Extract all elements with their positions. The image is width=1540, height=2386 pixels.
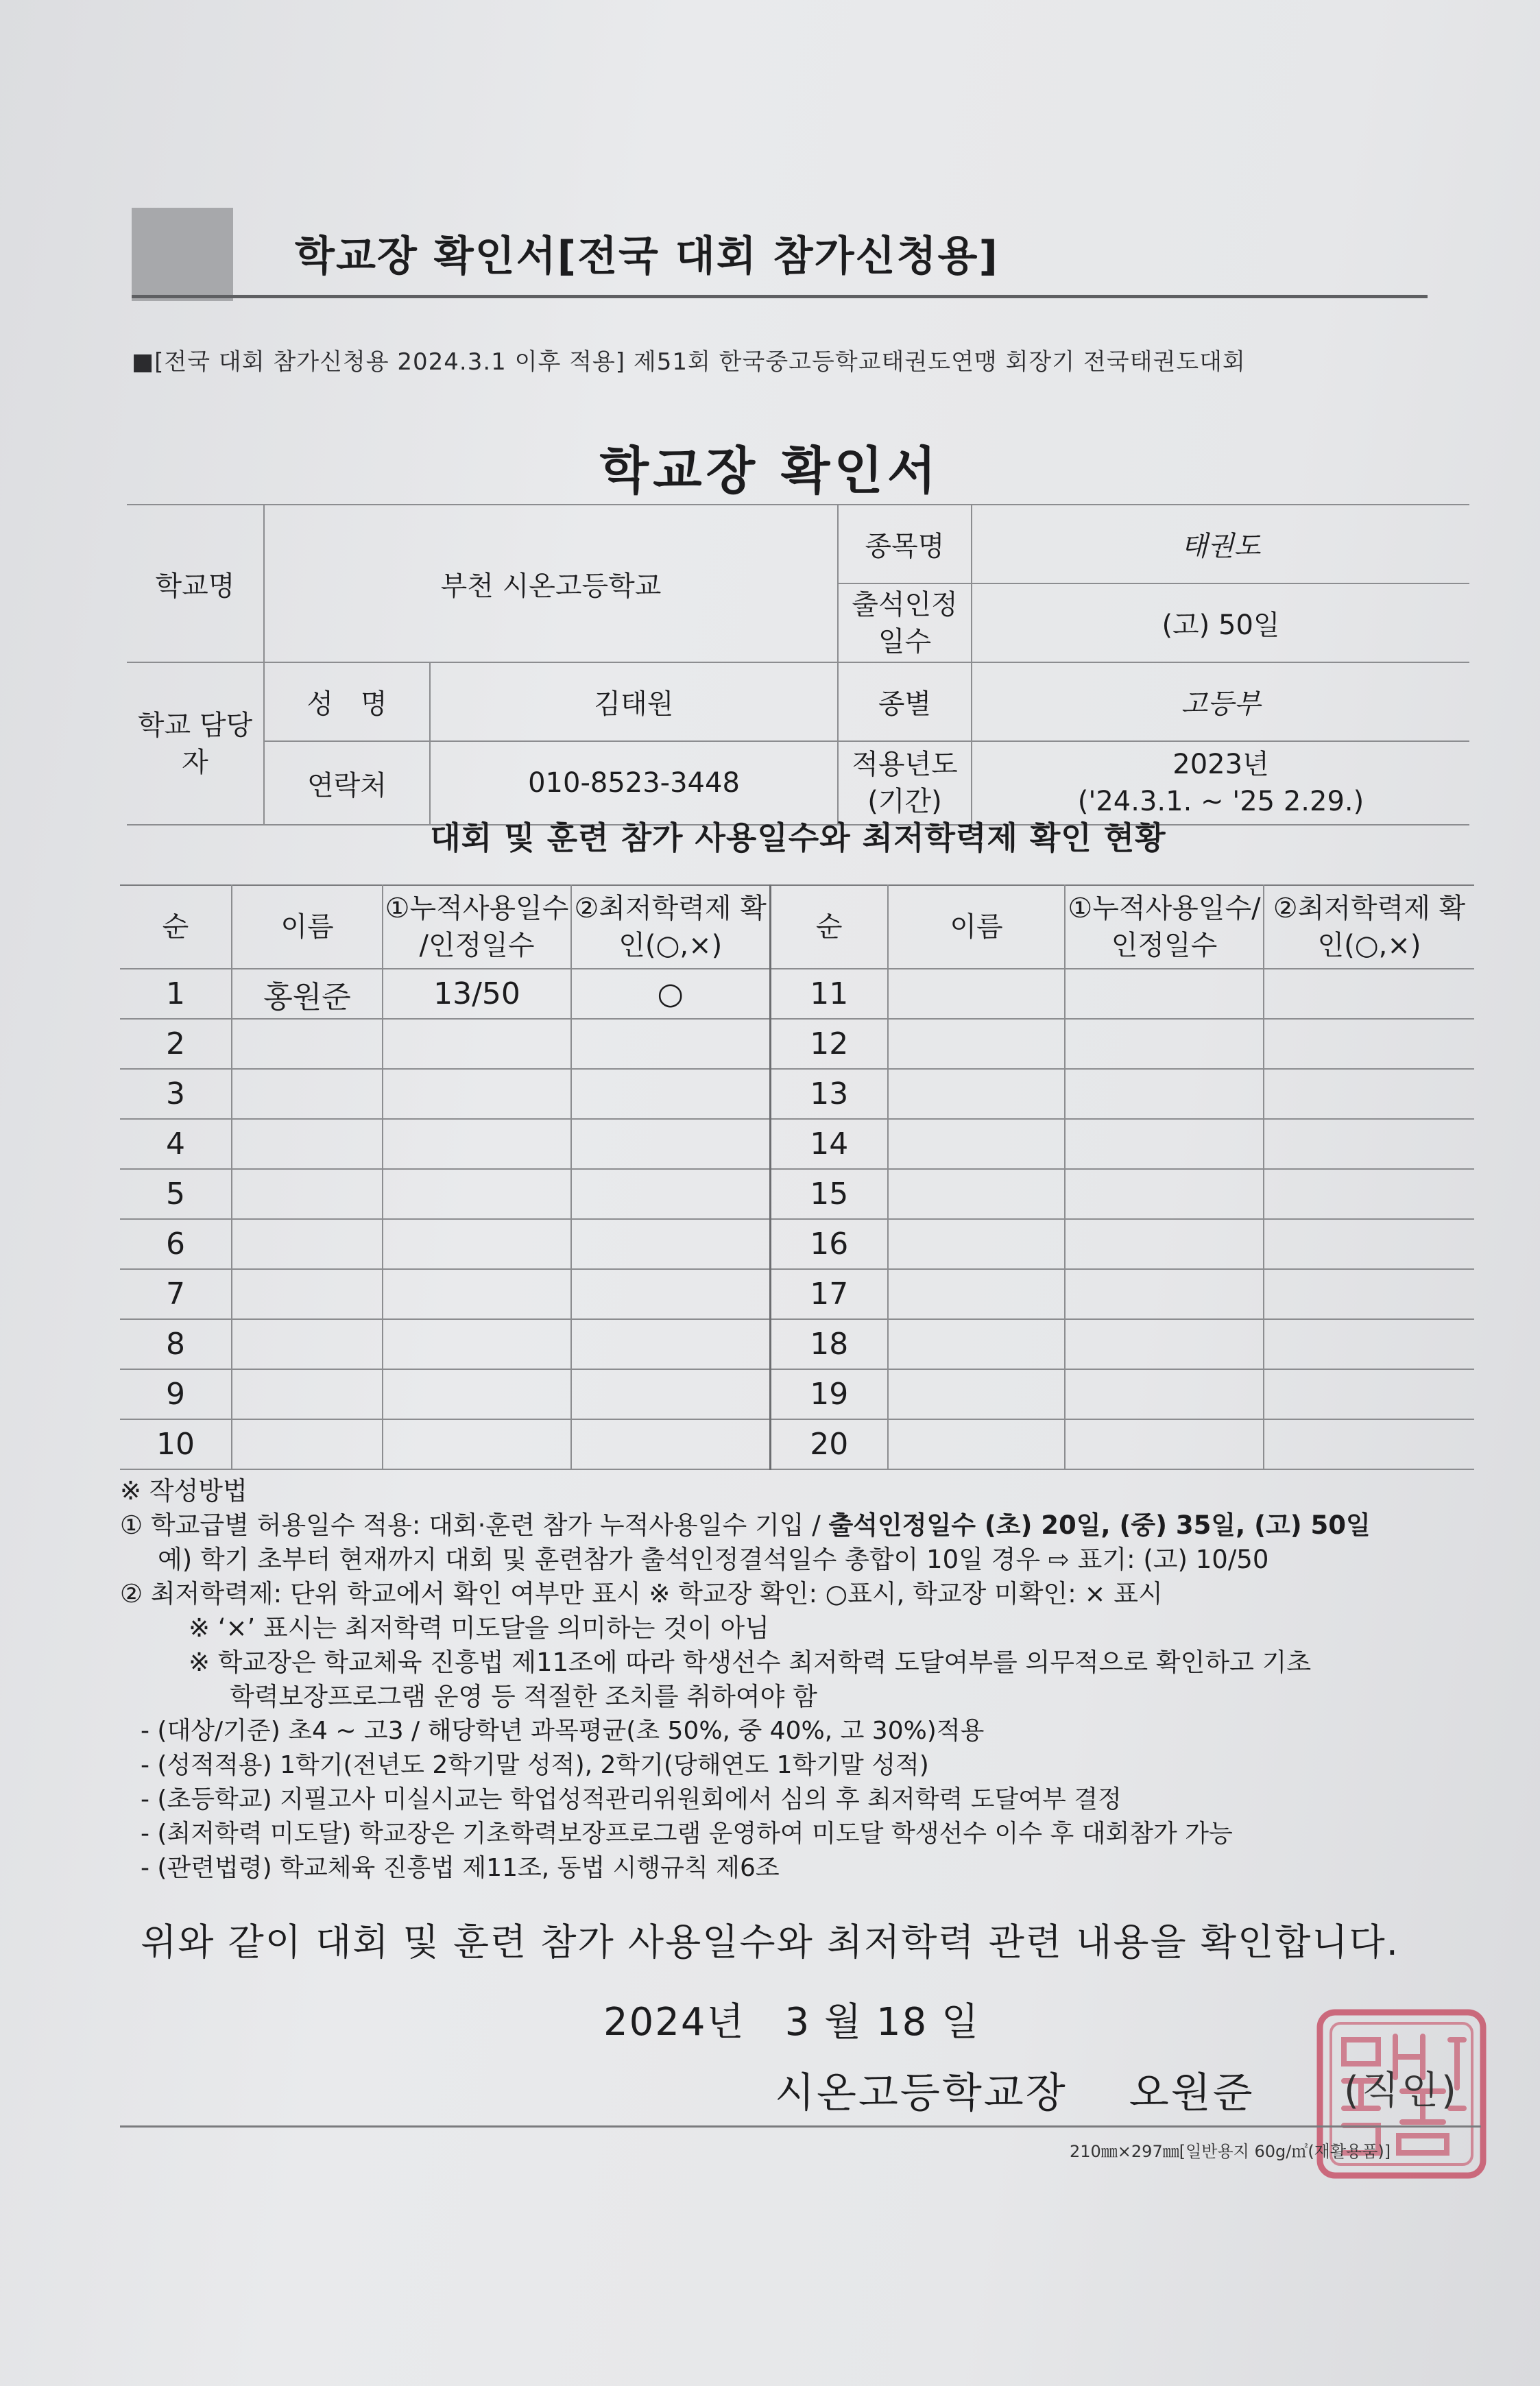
row-days-left: [383, 1319, 571, 1369]
staff-name-label: 성 명: [264, 662, 430, 741]
writing-instructions: [120, 1474, 1481, 1885]
period-value: ('24.3.1. ~ '25 2.29.): [1077, 786, 1364, 817]
paper-spec: 210㎜×297㎜[일반용지 60g/㎡(재활용품)]: [1070, 2142, 1391, 2161]
header-rule: [132, 295, 1428, 298]
row-name-left: [232, 1019, 383, 1069]
row-days-left: [383, 1069, 571, 1119]
note-1-text: ① 학교급별 허용일수 적용: 대회·훈련 참가 누적사용일수 기입 /: [120, 1510, 829, 1540]
row-name-left: [232, 1219, 383, 1269]
principal-signature-line: [775, 2060, 1255, 2119]
row-days-right: [1065, 1019, 1264, 1069]
table-row: [120, 1419, 1474, 1469]
row-check-left: [571, 1369, 770, 1419]
detail-2: - (성적적용) 1학기(전년도 2학기말 성적), 2학기(당해연도 1학기말 성적): [141, 1751, 929, 1779]
staff-name-value: 김태원: [430, 662, 838, 741]
row-days-left: [383, 1369, 571, 1419]
row-number-right: 11: [770, 969, 888, 1019]
row-days-right: [1065, 1369, 1264, 1419]
row-name-left: [232, 1119, 383, 1169]
detail-5: - (관련법령) 학교체육 진흥법 제11조, 동법 시행규칙 제6조: [141, 1854, 780, 1882]
year-value: 2023년: [1172, 749, 1269, 780]
row-name-right: [888, 1069, 1065, 1119]
note-1-example: 예) 학기 초부터 현재까지 대회 및 훈련참가 출석인정결석일수 총합이 10일 경우 ⇨ 표기: (고) 10/50: [158, 1545, 1269, 1574]
row-check-left: [571, 1069, 770, 1119]
row-number-left: 4: [120, 1119, 232, 1169]
attendance-days-value: (고) 50일: [972, 583, 1469, 662]
note-2: ② 최저학력제: 단위 학교에서 확인 여부만 표시 ※ 학교장 확인: ○표시, 학교장 미확인: × 표시: [120, 1579, 1163, 1608]
row-number-left: 5: [120, 1169, 232, 1219]
row-number-right: 14: [770, 1119, 888, 1169]
row-name-left: [232, 1069, 383, 1119]
row-name-right: [888, 1419, 1065, 1469]
row-days-right: [1065, 1419, 1264, 1469]
row-check-left: [571, 1019, 770, 1069]
table-row: [120, 1319, 1474, 1369]
seal-label: (직인): [1344, 2069, 1459, 2113]
table-row: [120, 969, 1474, 1019]
issue-date: 2024년 3 월 18 일: [603, 2000, 980, 2045]
staff-label: 학교 담당자: [127, 662, 264, 825]
row-check-left: [571, 1219, 770, 1269]
row-name-left: [232, 1169, 383, 1219]
row-number-right: 13: [770, 1069, 888, 1119]
row-number-left: 10: [120, 1419, 232, 1469]
roster-body: [120, 969, 1474, 1469]
row-days-left: 13/50: [383, 969, 571, 1019]
row-name-right: [888, 1169, 1065, 1219]
school-name-label: 학교명: [127, 505, 264, 662]
detail-1: - (대상/기준) 초4 ~ 고3 / 해당학년 과목평균(초 50%, 중 40%, 고 30%)적용: [141, 1717, 985, 1745]
row-days-right: [1065, 1119, 1264, 1169]
table-row: [120, 1369, 1474, 1419]
row-days-left: [383, 1419, 571, 1469]
division-value: 고등부: [972, 662, 1469, 741]
row-number-left: 3: [120, 1069, 232, 1119]
header-check-right: ②최저학력제 확인(○,×): [1264, 885, 1474, 969]
row-check-left: [571, 1419, 770, 1469]
row-name-left: [232, 1319, 383, 1369]
table-row: [120, 1119, 1474, 1169]
school-info-table: [127, 504, 1469, 826]
row-name-left: [232, 1369, 383, 1419]
row-days-left: [383, 1219, 571, 1269]
header-no-left: 순: [120, 885, 232, 969]
row-name-right: [888, 1219, 1065, 1269]
row-check-right: [1264, 1419, 1474, 1469]
row-days-left: [383, 1119, 571, 1169]
row-number-left: 1: [120, 969, 232, 1019]
row-name-right: [888, 1319, 1065, 1369]
note-1: [120, 1508, 1481, 1543]
form-subheading: ■[전국 대회 참가신청용 2024.3.1 이후 적용] 제51회 한국중고등학교태권도연맹 회장기 전국태권도대회: [132, 348, 1246, 376]
row-number-right: 17: [770, 1269, 888, 1319]
event-label: 종목명: [838, 505, 972, 583]
contact-label: 연락처: [264, 741, 430, 825]
row-number-left: 7: [120, 1269, 232, 1319]
row-name-left: [232, 1269, 383, 1319]
header-gray-block: [132, 208, 233, 301]
detail-4: - (최저학력 미도달) 학교장은 기초학력보장프로그램 운영하여 미도달 학생선수 이수 후 대회참가 가능: [141, 1820, 1233, 1848]
note-2-b: ※ 학교장은 학교체육 진흥법 제11조에 따라 학생선수 최저학력 도달여부를 의무적으로 확인하고 기초: [189, 1648, 1312, 1677]
row-check-left: [571, 1119, 770, 1169]
roster-table: [120, 884, 1474, 1470]
row-number-right: 12: [770, 1019, 888, 1069]
row-check-right: [1264, 1069, 1474, 1119]
row-number-right: 18: [770, 1319, 888, 1369]
year-cell: [972, 741, 1469, 825]
row-number-left: 2: [120, 1019, 232, 1069]
row-number-left: 8: [120, 1319, 232, 1369]
principal-title: 시온고등학교장: [775, 2069, 1068, 2117]
row-check-right: [1264, 1269, 1474, 1319]
row-check-right: [1264, 1119, 1474, 1169]
note-2-b-cont: 학력보장프로그램 운영 등 적절한 조치를 취하여야 함: [230, 1682, 817, 1711]
table-row: [120, 1019, 1474, 1069]
row-check-right: [1264, 1369, 1474, 1419]
roster-title: 대회 및 훈련 참가 사용일수와 최저학력제 확인 현황: [430, 819, 1166, 856]
row-number-right: 19: [770, 1369, 888, 1419]
row-check-left: [571, 1169, 770, 1219]
header-name-left: 이름: [232, 885, 383, 969]
row-name-right: [888, 1119, 1065, 1169]
header-check-left: ②최저학력제 확인(○,×): [571, 885, 770, 969]
division-label: 종별: [838, 662, 972, 741]
row-days-left: [383, 1019, 571, 1069]
row-check-right: [1264, 1169, 1474, 1219]
bottom-rule: [120, 2125, 1481, 2128]
row-days-right: [1065, 1219, 1264, 1269]
row-check-left: ○: [571, 969, 770, 1019]
row-check-left: [571, 1319, 770, 1369]
row-days-right: [1065, 969, 1264, 1019]
row-check-right: [1264, 1319, 1474, 1369]
table-row: [120, 1069, 1474, 1119]
header-title: 학교장 확인서[전국 대회 참가신청용]: [295, 232, 999, 280]
contact-value: 010-8523-3448: [430, 741, 838, 825]
attendance-days-label: 출석인정 일수: [838, 583, 972, 662]
row-number-right: 16: [770, 1219, 888, 1269]
row-name-right: [888, 1269, 1065, 1319]
row-name-right: [888, 1019, 1065, 1069]
row-name-left: 홍원준: [232, 969, 383, 1019]
row-days-right: [1065, 1069, 1264, 1119]
row-number-left: 6: [120, 1219, 232, 1269]
row-check-right: [1264, 1219, 1474, 1269]
table-row: [120, 1269, 1474, 1319]
row-name-right: [888, 1369, 1065, 1419]
document-title: 학교장 확인서: [599, 442, 941, 501]
header-days-left: ①누적사용일수 /인정일수: [383, 885, 571, 969]
principal-name: 오원준: [1129, 2069, 1255, 2117]
school-name-value: 부천 시온고등학교: [264, 505, 838, 662]
row-number-right: 20: [770, 1419, 888, 1469]
header-name-right: 이름: [888, 885, 1065, 969]
row-days-right: [1065, 1319, 1264, 1369]
table-row: [120, 1169, 1474, 1219]
row-number-right: 15: [770, 1169, 888, 1219]
row-check-right: [1264, 1019, 1474, 1069]
row-days-left: [383, 1169, 571, 1219]
row-days-left: [383, 1269, 571, 1319]
note-2-a: ※ ‘×’ 표시는 최저학력 미도달을 의미하는 것이 아님: [189, 1613, 769, 1643]
table-row: [120, 1219, 1474, 1269]
row-check-right: [1264, 969, 1474, 1019]
row-name-left: [232, 1419, 383, 1469]
confirmation-statement: 위와 같이 대회 및 훈련 참가 사용일수와 최저학력 관련 내용을 확인합니다.: [141, 1920, 1399, 1964]
header-days-right: ①누적사용일수/ 인정일수: [1065, 885, 1264, 969]
row-name-right: [888, 969, 1065, 1019]
header-no-right: 순: [770, 885, 888, 969]
detail-3: - (초등학교) 지필고사 미실시교는 학업성적관리위원회에서 심의 후 최저학력 도달여부 결정: [141, 1785, 1122, 1813]
year-label: 적용년도 (기간): [838, 741, 972, 825]
note-1-bold: 출석인정일수 (초) 20일, (중) 35일, (고) 50일: [828, 1510, 1371, 1540]
row-check-left: [571, 1269, 770, 1319]
row-days-right: [1065, 1269, 1264, 1319]
row-number-left: 9: [120, 1369, 232, 1419]
notes-heading: ※ 작성방법: [120, 1476, 248, 1506]
event-value: 태권도: [972, 505, 1469, 583]
row-days-right: [1065, 1169, 1264, 1219]
